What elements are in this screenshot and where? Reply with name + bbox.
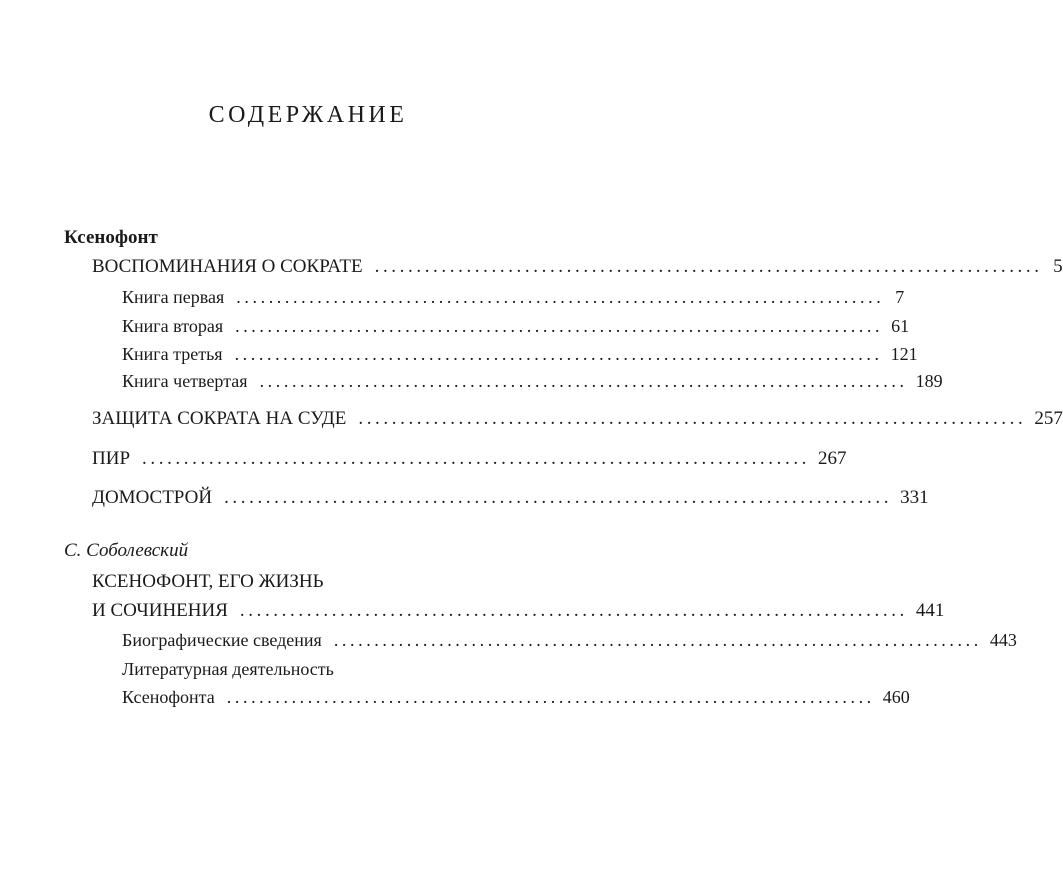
- toc-entry-label: Биографические сведения: [122, 630, 322, 650]
- toc-entry-label: Ксенофонта: [122, 687, 215, 707]
- toc-entry-book-1: [122, 284, 905, 310]
- toc-entry-symposium: [92, 446, 847, 472]
- dot-leader: ................................................................................: [235, 316, 884, 336]
- toc-entry-literary-line1: Литературная деятельность: [122, 659, 334, 679]
- dot-leader: ................................................................................: [234, 344, 883, 364]
- toc-entry-essay: [92, 598, 945, 624]
- toc-entry-page: 460: [882, 687, 910, 707]
- toc-entry-label: ЗАЩИТА СОКРАТА НА СУДЕ: [92, 408, 347, 429]
- toc-entry-bio: [122, 627, 1017, 653]
- toc-entry-page: 189: [915, 371, 943, 391]
- toc-entry-label: ДОМОСТРОЙ: [92, 487, 213, 508]
- toc-entry-label: ПИР: [92, 448, 131, 469]
- dot-leader: ................................................................................: [236, 287, 885, 307]
- dot-leader: ................................................................................: [333, 630, 982, 650]
- toc-entry-memorabilia: [92, 254, 1063, 280]
- author-heading-xenophon: Ксенофонт: [64, 227, 158, 248]
- toc-entry-label: ВОСПОМИНАНИЯ О СОКРАТЕ: [92, 256, 363, 277]
- dot-leader: ................................................................................: [224, 487, 893, 508]
- toc-entry-label: Книга вторая: [122, 316, 224, 336]
- dot-leader: ................................................................................: [358, 408, 1027, 429]
- toc-entry-literary: [122, 684, 910, 710]
- toc-entry-label: Книга четвертая: [122, 371, 248, 391]
- toc-entry-page: 7: [895, 287, 905, 307]
- toc-entry-essay-line1: КСЕНОФОНТ, ЕГО ЖИЗНЬ: [92, 571, 324, 592]
- toc-entry-oeconomicus: [92, 485, 929, 511]
- dot-leader: ................................................................................: [259, 371, 908, 391]
- toc-entry-page: 267: [818, 448, 847, 469]
- toc-entry-page: 331: [900, 487, 929, 508]
- toc-entry-book-2: [122, 313, 910, 339]
- toc-entry-page: 61: [891, 316, 910, 336]
- dot-leader: ................................................................................: [142, 448, 811, 469]
- dot-leader: ................................................................................: [239, 600, 908, 621]
- toc-entry-page: 441: [915, 600, 945, 621]
- toc-entry-page: 121: [890, 344, 918, 364]
- toc-entry-book-4: [122, 368, 943, 394]
- toc-entry-page: 443: [989, 630, 1017, 650]
- page-title: СОДЕРЖАНИЕ: [208, 102, 408, 128]
- toc-entry-book-3: [122, 341, 918, 367]
- dot-leader: ................................................................................: [226, 687, 875, 707]
- toc-entry-label: Книга первая: [122, 287, 225, 307]
- author-heading-sobolevsky: С. Соболевский: [64, 540, 189, 561]
- toc-entry-page: 5: [1053, 256, 1063, 277]
- toc-entry-page: 257: [1034, 408, 1063, 429]
- dot-leader: ................................................................................: [374, 256, 1043, 277]
- toc-entry-label: Книга третья: [122, 344, 223, 364]
- toc-entry-apology: [92, 406, 1063, 432]
- toc-entry-label: И СОЧИНЕНИЯ: [92, 600, 228, 621]
